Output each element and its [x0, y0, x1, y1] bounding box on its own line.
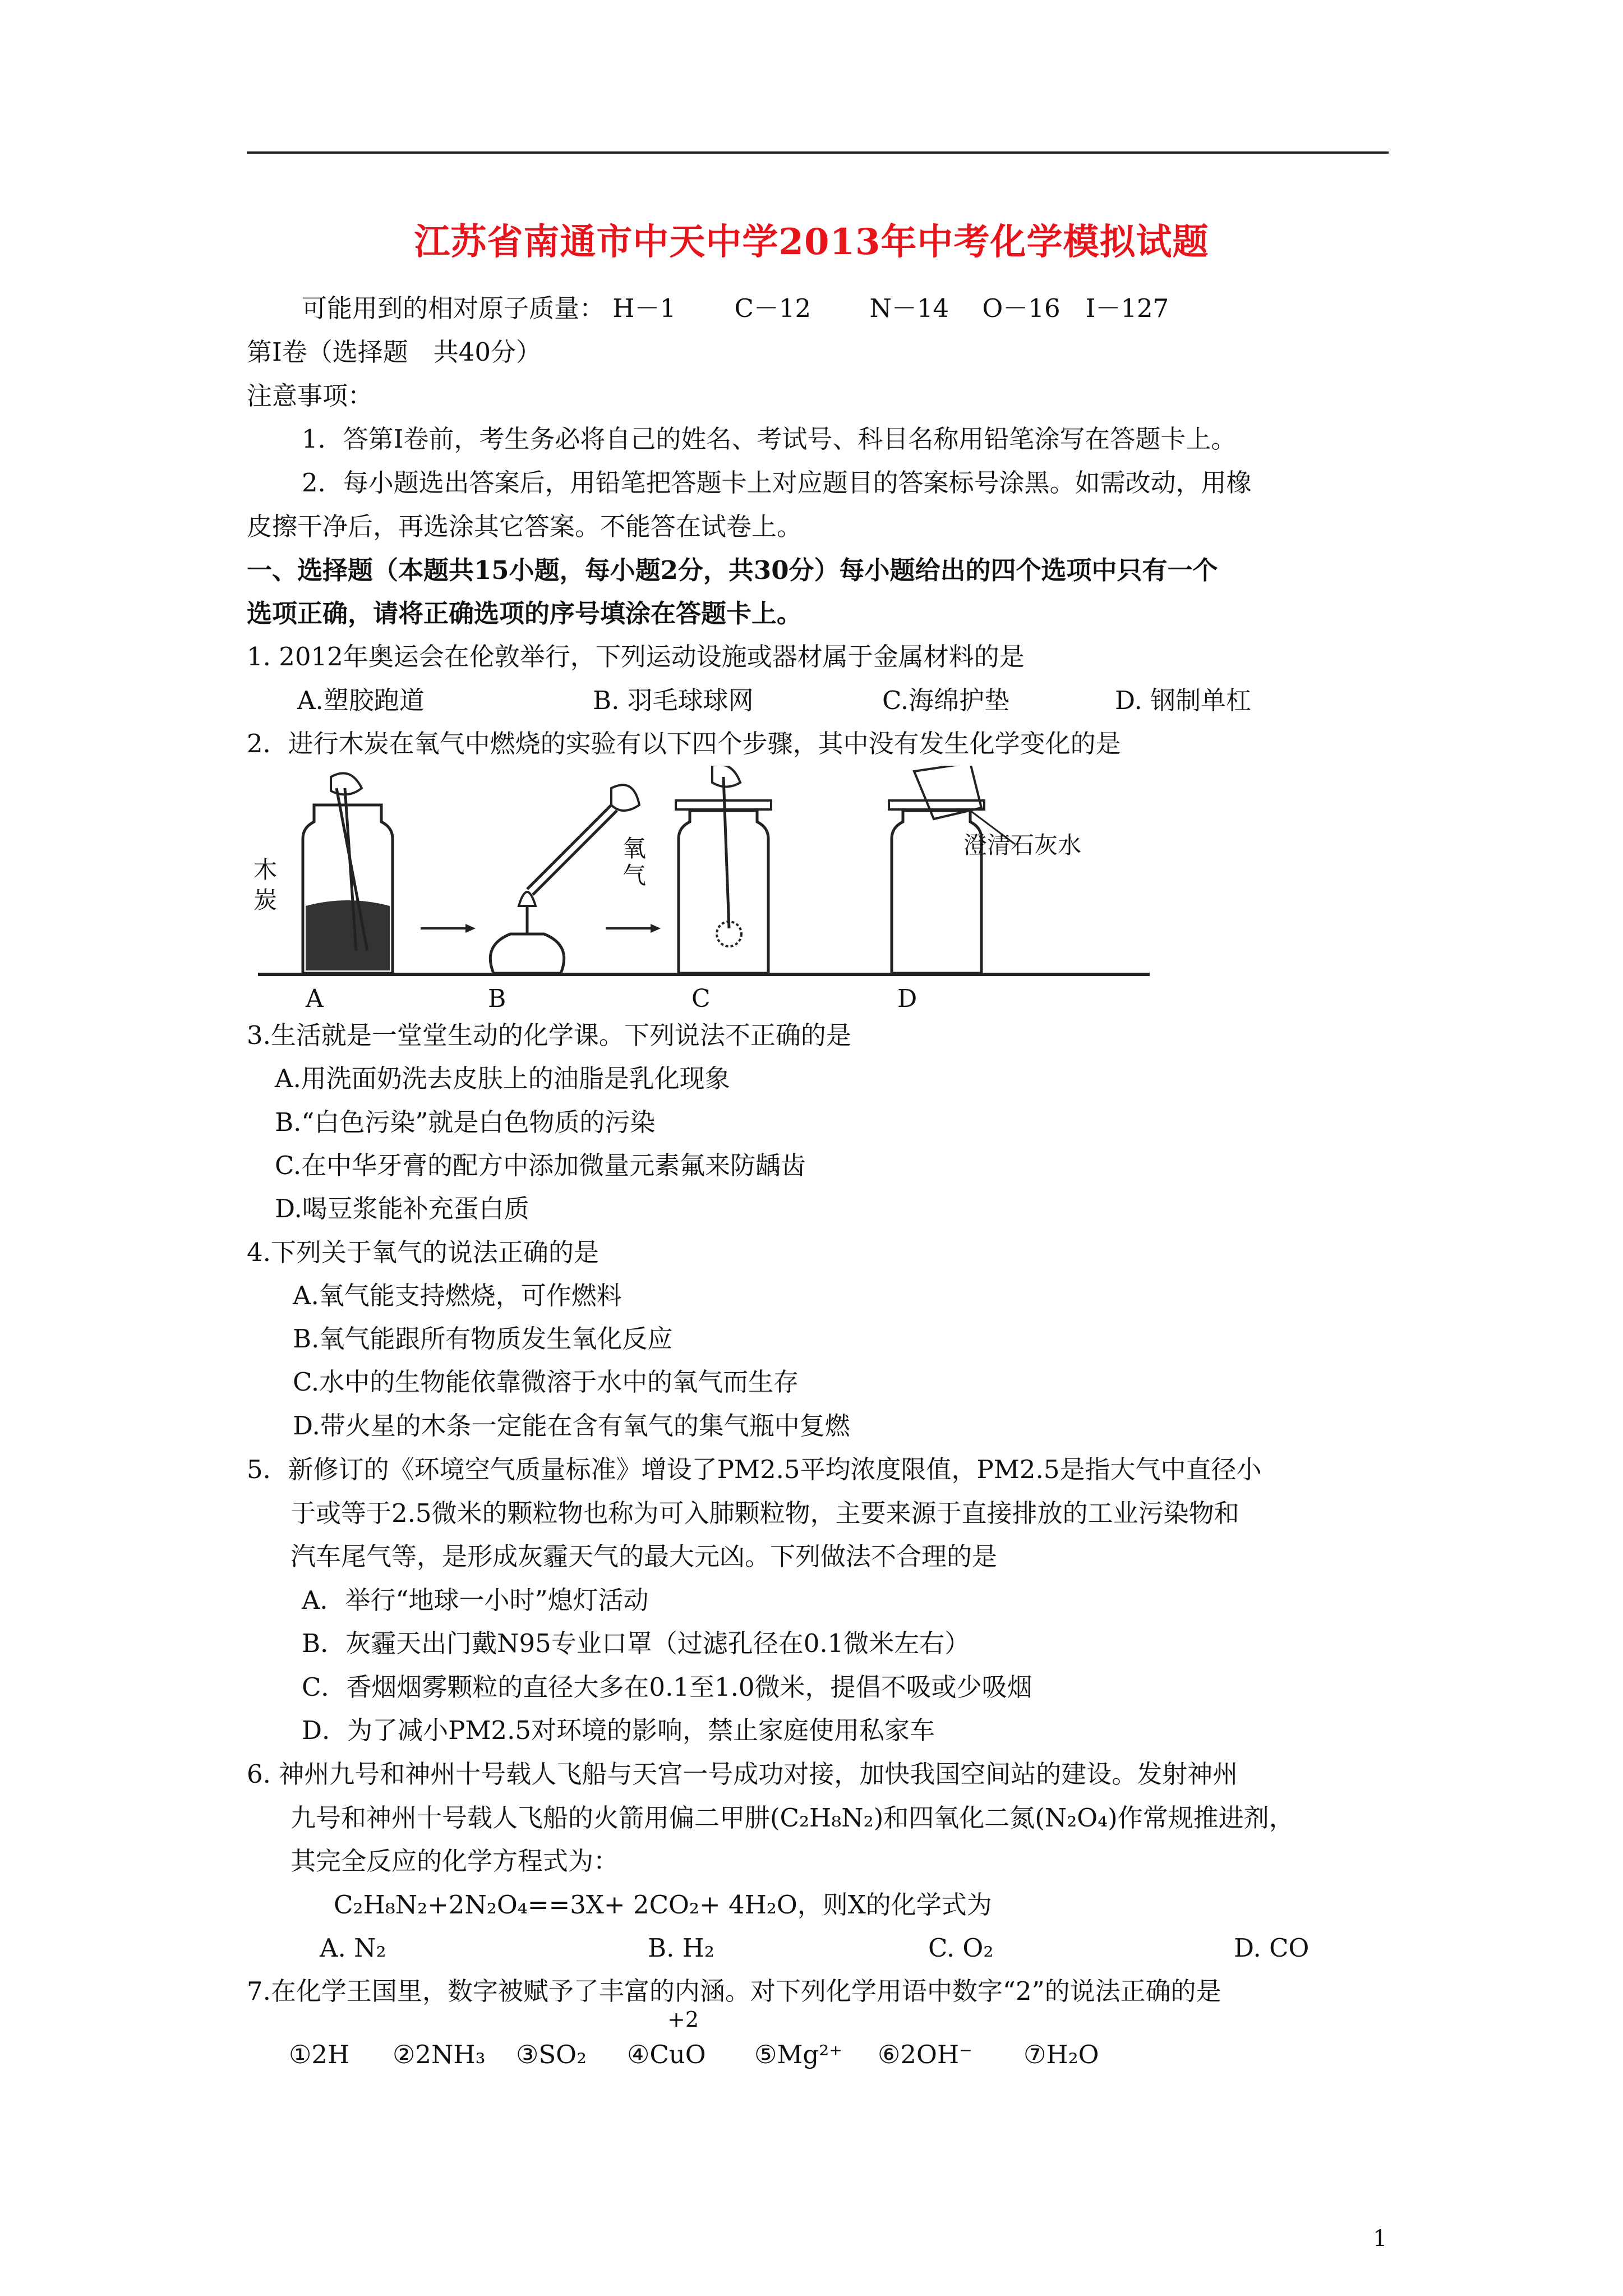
question-4-option-a: A.氧气能支持燃烧，可作燃料 [293, 1281, 622, 1310]
section-header: 第Ⅰ卷（选择题 共40分） [247, 337, 542, 367]
oxidation-state-label: +2 [667, 2007, 699, 2032]
question-4-stem: 4.下列关于氧气的说法正确的是 [247, 1237, 599, 1267]
question-1-stem: 1. 2012年奥运会在伦敦举行，下列运动设施或器材属于金属材料的是 [247, 642, 1025, 671]
question-3-stem: 3.生活就是一堂堂生动的化学课。下列说法不正确的是 [247, 1020, 851, 1050]
step-label-a: A [306, 984, 324, 1013]
step-label-b: B [488, 984, 506, 1013]
notice-label: 注意事项： [247, 381, 374, 411]
notice-item-1: 1．答第Ⅰ卷前，考生务必将自己的姓名、考试号、科目名称用铅笔涂写在答题卡上。 [302, 424, 1237, 454]
question-1-option-d: D. 钢制单杠 [1115, 685, 1252, 715]
question-4-option-b: B.氧气能跟所有物质发生氧化反应 [293, 1324, 673, 1354]
notice-item-2: 2．每小题选出答案后，用铅笔把答题卡上对应题目的答案标号涂黑。如需改动，用橡 [302, 468, 1252, 498]
jar-c [676, 766, 771, 973]
header-rule [247, 151, 1389, 154]
question-5-option-d: D．为了减小PM2.5对环境的影响，禁止家庭使用私家车 [302, 1715, 935, 1745]
symbol-item-4: ④CuO [627, 2040, 706, 2069]
step-label-c: C [691, 984, 711, 1013]
question-3-option-b: B.“白色污染”就是白色物质的污染 [275, 1107, 656, 1137]
question-6-stem-3: 其完全反应的化学方程式为： [291, 1846, 619, 1876]
label-oxygen-1: 氧 [623, 835, 647, 862]
experiment-figure [252, 766, 1155, 1013]
atomic-masses: 可能用到的相对原子质量： H－1 C－12 N－14 O－16 I－127 [302, 293, 1169, 323]
symbol-item-6: ⑥2OH⁻ [878, 2040, 972, 2069]
question-5-option-b: B．灰霾天出门戴N95专业口罩（过滤孔径在0.1微米左右） [302, 1628, 970, 1658]
symbol-item-2: ②2NH₃ [393, 2040, 486, 2069]
jar-d [889, 766, 1015, 973]
question-5-option-a: A．举行“地球一小时”熄灯活动 [302, 1585, 649, 1615]
question-5-stem-3: 汽车尾气等，是形成灰霾天气的最大元凶。下列做法不合理的是 [291, 1542, 998, 1571]
question-1-option-c: C.海绵护垫 [882, 685, 1010, 715]
question-3-option-d: D.喝豆浆能补充蛋白质 [275, 1194, 529, 1223]
question-1-option-b: B. 羽毛球球网 [593, 685, 754, 715]
question-1-option-a: A.塑胶跑道 [297, 685, 425, 715]
question-7-stem: 7.在化学王国里，数字被赋予了丰富的内涵。对下列化学用语中数字“2”的说法正确的是 [247, 1976, 1221, 2006]
jar-a [303, 773, 393, 973]
exam-title: 江苏省南通市中天中学2013年中考化学模拟试题 [414, 221, 1209, 263]
question-6-stem: 6. 神州九号和神州十号载人飞船与天宫一号成功对接，加快我国空间站的建设。发射神州 [247, 1759, 1238, 1789]
symbol-item-5: ⑤Mg²⁺ [754, 2040, 843, 2069]
question-6-stem-2: 九号和神州十号载人飞船的火箭用偏二甲肼(C₂H₈N₂)和四氧化二氮(N₂O₄)作常规推进剂， [291, 1803, 1294, 1833]
label-oxygen-2: 气 [623, 862, 647, 889]
question-3-option-a: A.用洗面奶洗去皮肤上的油脂是乳化现象 [275, 1064, 730, 1093]
symbol-item-1: ①2H [289, 2040, 350, 2069]
question-6-option-b: B. H₂ [648, 1933, 714, 1963]
question-2-stem: 2．进行木炭在氧气中燃烧的实验有以下四个步骤，其中没有发生化学变化的是 [247, 729, 1121, 758]
question-5-stem: 5．新修订的《环境空气质量标准》增设了PM2.5平均浓度限值，PM2.5是指大气中直径小 [247, 1455, 1262, 1484]
page-number: 1 [1373, 2226, 1387, 2252]
label-charcoal-2: 炭 [253, 886, 278, 914]
part-one-heading: 一、选择题（本题共15小题，每小题2分，共30分）每小题给出的四个选项中只有一个 [247, 555, 1218, 585]
question-6-equation: C₂H₈N₂+2N₂O₄==3X+ 2CO₂+ 4H₂O，则X的化学式为 [334, 1890, 992, 1920]
question-5-stem-2: 于或等于2.5微米的颗粒物也称为可入肺颗粒物，主要来源于直接排放的工业污染物和 [291, 1498, 1239, 1528]
label-charcoal-1: 木 [253, 856, 278, 884]
question-5-option-c: C．香烟烟雾颗粒的直径大多在0.1至1.0微米，提倡不吸或少吸烟 [302, 1672, 1032, 1702]
question-4-option-d: D.带火星的木条一定能在含有氧气的集气瓶中复燃 [293, 1411, 850, 1441]
symbol-item-7: ⑦H₂O [1023, 2040, 1099, 2069]
question-3-option-c: C.在中华牙膏的配方中添加微量元素氟来防龋齿 [275, 1151, 806, 1180]
question-4-option-c: C.水中的生物能依靠微溶于水中的氧气而生存 [293, 1367, 799, 1397]
symbol-item-3: ③SO₂ [516, 2040, 587, 2069]
step-label-d: D [897, 984, 917, 1013]
label-limewater: 澄清石灰水 [963, 831, 1082, 859]
question-6-option-d: D. CO [1234, 1933, 1310, 1963]
question-6-option-c: C. O₂ [928, 1933, 994, 1963]
notice-item-2-cont: 皮擦干净后，再选涂其它答案。不能答在试卷上。 [247, 512, 803, 541]
question-6-option-a: A. N₂ [320, 1933, 386, 1963]
part-one-heading-cont: 选项正确，请将正确选项的序号填涂在答题卡上。 [247, 599, 803, 628]
lamp-b [490, 785, 639, 973]
